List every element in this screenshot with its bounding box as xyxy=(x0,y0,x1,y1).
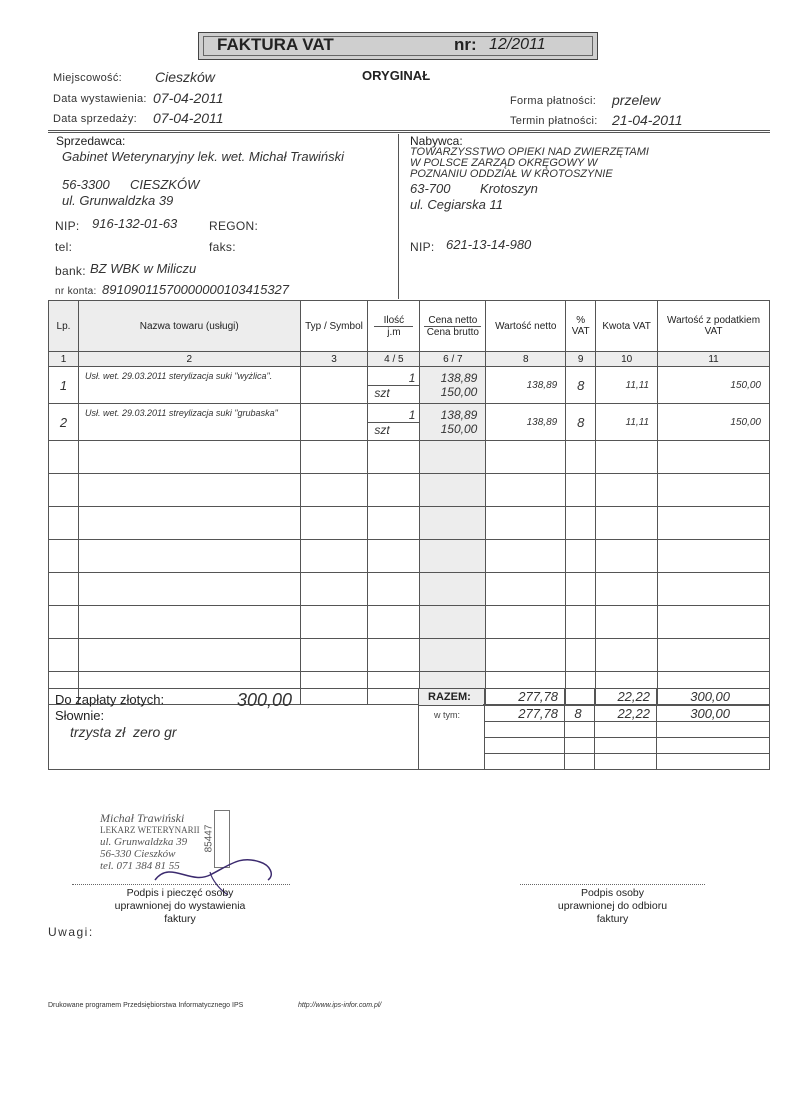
colnum-9: 11 xyxy=(658,352,770,367)
col-lp: Lp. xyxy=(49,301,79,352)
row-qty: 1 xyxy=(368,408,419,423)
colnum-8: 10 xyxy=(596,352,658,367)
footer-url: http://www.ips-infor.com.pl/ xyxy=(298,1002,382,1009)
row-vat-amt: 11,11 xyxy=(596,367,658,404)
wtym-pct: 8 xyxy=(574,706,582,721)
place-value: Cieszków xyxy=(155,69,215,85)
wtym-vat: 22,22 xyxy=(617,706,650,721)
row-lp: 2 xyxy=(49,404,79,441)
row-lp: 1 xyxy=(49,367,79,404)
totals-col-b xyxy=(564,688,565,770)
empty-row xyxy=(49,606,770,639)
razem-net: 277,78 xyxy=(518,689,558,704)
empty-row xyxy=(49,474,770,507)
buyer-label: Nabywca: xyxy=(410,134,463,148)
seller-label: Sprzedawca: xyxy=(56,134,126,148)
seller-tel-label: tel: xyxy=(55,240,73,254)
row-price-cell xyxy=(420,404,486,441)
stamp-line3: ul. Grunwaldzka 39 xyxy=(100,836,188,848)
colnum-4: 4 / 5 xyxy=(368,352,420,367)
row-price-net: 138,89 xyxy=(440,408,478,422)
due-date-label: Termin płatności: xyxy=(510,115,598,127)
col-gross: Wartość z podatkiem VAT xyxy=(658,301,770,352)
words-label: Słownie: xyxy=(55,708,105,723)
row-price-cell xyxy=(420,367,486,404)
col-vat-pct: % VAT xyxy=(566,301,596,352)
row-vat-pct: 8 xyxy=(566,404,596,441)
totals-rule-2 xyxy=(485,721,770,722)
row-vat-pct: 8 xyxy=(566,367,596,404)
col-net: Wartość netto xyxy=(486,301,566,352)
receiver-signature-line xyxy=(520,884,705,885)
seller-regon-label: REGON: xyxy=(209,219,259,233)
to-pay-label: Do zapłaty złotych: xyxy=(55,692,165,707)
row-qty: 1 xyxy=(368,371,419,386)
col-qty xyxy=(368,301,420,352)
col-price xyxy=(420,301,486,352)
totals-col-c xyxy=(594,688,595,770)
colnum-7: 9 xyxy=(566,352,596,367)
empty-row xyxy=(49,540,770,573)
seller-account-label: nr konta: xyxy=(55,286,97,297)
buyer-name-line2: W POLSCE ZARZĄD OKRĘGOWY W xyxy=(410,157,598,169)
words-value: trzysta zł zero gr xyxy=(70,724,177,740)
sale-date-label: Data sprzedaży: xyxy=(53,113,137,125)
colnum-6: 8 xyxy=(486,352,566,367)
column-number-row xyxy=(49,352,770,367)
row-gross: 150,00 xyxy=(658,404,770,441)
buyer-postal: 63-700 xyxy=(410,181,451,196)
issue-date-label: Data wystawienia: xyxy=(53,93,147,105)
row-price-gross: 150,00 xyxy=(440,385,478,399)
invoice-title: FAKTURA VAT xyxy=(217,35,334,54)
buyer-nip: 621-13-14-980 xyxy=(446,237,532,252)
colnum-3: 3 xyxy=(300,352,368,367)
totals-rule-4 xyxy=(485,753,770,754)
issuer-signature-caption: Podpis i pieczęć osoby uprawnionej do wystawienia faktury xyxy=(114,887,246,925)
notes-label: Uwagi: xyxy=(48,925,94,939)
issuer-signature-line xyxy=(72,884,290,885)
payment-method-label: Forma płatności: xyxy=(510,95,597,107)
row-typ xyxy=(300,367,368,404)
seller-account: 89109011570000000103415327 xyxy=(102,282,290,297)
empty-row xyxy=(49,573,770,606)
totals-rule-3 xyxy=(485,737,770,738)
col-qty-top: Ilość xyxy=(374,315,413,327)
invoice-title-box xyxy=(198,32,598,60)
row-typ xyxy=(300,404,368,441)
parties-top-rule xyxy=(48,130,770,133)
colnum-5: 6 / 7 xyxy=(420,352,486,367)
stamp-line4: 56-330 Cieszków xyxy=(100,848,176,860)
footer-printed-by: Drukowane programem Przedsiębiorstwa Informatycznego IPS xyxy=(48,1002,244,1009)
totals-col-a xyxy=(484,688,485,770)
seller-street: ul. Grunwaldzka 39 xyxy=(62,193,174,208)
seller-name: Gabinet Weterynaryjny lek. wet. Michał Trawiński xyxy=(62,149,345,164)
col-price-bottom: Cena brutto xyxy=(426,326,479,338)
seller-fax-label: faks: xyxy=(209,240,236,254)
col-typ: Typ / Symbol xyxy=(300,301,368,352)
row-qty-cell xyxy=(368,404,420,441)
row-gross: 150,00 xyxy=(658,367,770,404)
razem-label: RAZEM: xyxy=(428,691,471,703)
razem-gross: 300,00 xyxy=(690,689,730,704)
items-table xyxy=(48,300,770,705)
buyer-city: Krotoszyn xyxy=(480,181,538,196)
stamp-line1: Michał Trawiński xyxy=(100,811,185,825)
seller-nip-label: NIP: xyxy=(55,219,80,233)
colnum-2: 2 xyxy=(78,352,300,367)
row-net: 138,89 xyxy=(486,367,566,404)
stamp-number: 85447 xyxy=(203,824,215,853)
place-label: Miejscowość: xyxy=(53,72,123,84)
col-price-top: Cena netto xyxy=(424,315,481,327)
seller-postal: 56-3300 xyxy=(62,177,110,192)
row-vat-amt: 11,11 xyxy=(596,404,658,441)
razem-vat: 22,22 xyxy=(617,689,650,704)
empty-row xyxy=(49,639,770,672)
row-price-gross: 150,00 xyxy=(440,422,478,436)
table-row xyxy=(49,367,770,404)
colnum-1: 1 xyxy=(49,352,79,367)
stamp-line2: LEKARZ WETERYNARII xyxy=(100,825,200,835)
invoice-number: 12/2011 xyxy=(489,36,546,53)
buyer-street: ul. Cegiarska 11 xyxy=(410,197,503,212)
row-net: 138,89 xyxy=(486,404,566,441)
col-vat-amt: Kwota VAT xyxy=(596,301,658,352)
payment-method-value: przelew xyxy=(612,92,661,108)
seller-nip: 916-132-01-63 xyxy=(92,216,178,231)
wtym-label: w tym: xyxy=(434,710,460,720)
due-date-value: 21-04-2011 xyxy=(612,112,683,128)
seller-city: CIESZKÓW xyxy=(130,177,200,192)
col-qty-bottom: j.m xyxy=(387,326,401,338)
empty-row xyxy=(49,507,770,540)
row-qty-cell xyxy=(368,367,420,404)
sale-date-value: 07-04-2011 xyxy=(153,110,224,126)
invoice-number-label: nr: xyxy=(454,35,477,54)
to-pay-value: 300,00 xyxy=(237,690,293,710)
row-unit: szt xyxy=(374,422,390,437)
table-header-row xyxy=(49,301,770,352)
receiver-signature-caption: Podpis osoby uprawnionej do odbioru faktury xyxy=(557,887,668,925)
buyer-nip-label: NIP: xyxy=(410,240,435,254)
wtym-net: 277,78 xyxy=(518,706,558,721)
row-name: Usł. wet. 29.03.2011 sterylizacja suki "wyżlica". xyxy=(78,367,300,404)
issue-date-value: 07-04-2011 xyxy=(153,90,224,106)
row-name: Usł. wet. 29.03.2011 streylizacja suki "grubaska" xyxy=(78,404,300,441)
wtym-gross: 300,00 xyxy=(690,706,730,721)
original-mark: ORYGINAŁ xyxy=(362,68,431,83)
row-unit: szt xyxy=(374,385,390,400)
parties-divider xyxy=(398,134,399,299)
seller-bank: BZ WBK w Miliczu xyxy=(90,261,197,276)
table-row xyxy=(49,404,770,441)
row-price-net: 138,89 xyxy=(440,371,478,385)
buyer-name-line1: TOWARZYSSTWO OPIEKI NAD ZWIERZĘTAMI xyxy=(410,146,649,158)
col-name: Nazwa towaru (usługi) xyxy=(78,301,300,352)
empty-row xyxy=(49,441,770,474)
totals-col-d xyxy=(656,688,657,770)
seller-bank-label: bank: xyxy=(55,264,86,278)
stamp-line5: tel. 071 384 81 55 xyxy=(100,860,180,872)
buyer-name-line3: POZNANIU ODDZIAŁ W KROTOSZYNIE xyxy=(410,168,613,180)
